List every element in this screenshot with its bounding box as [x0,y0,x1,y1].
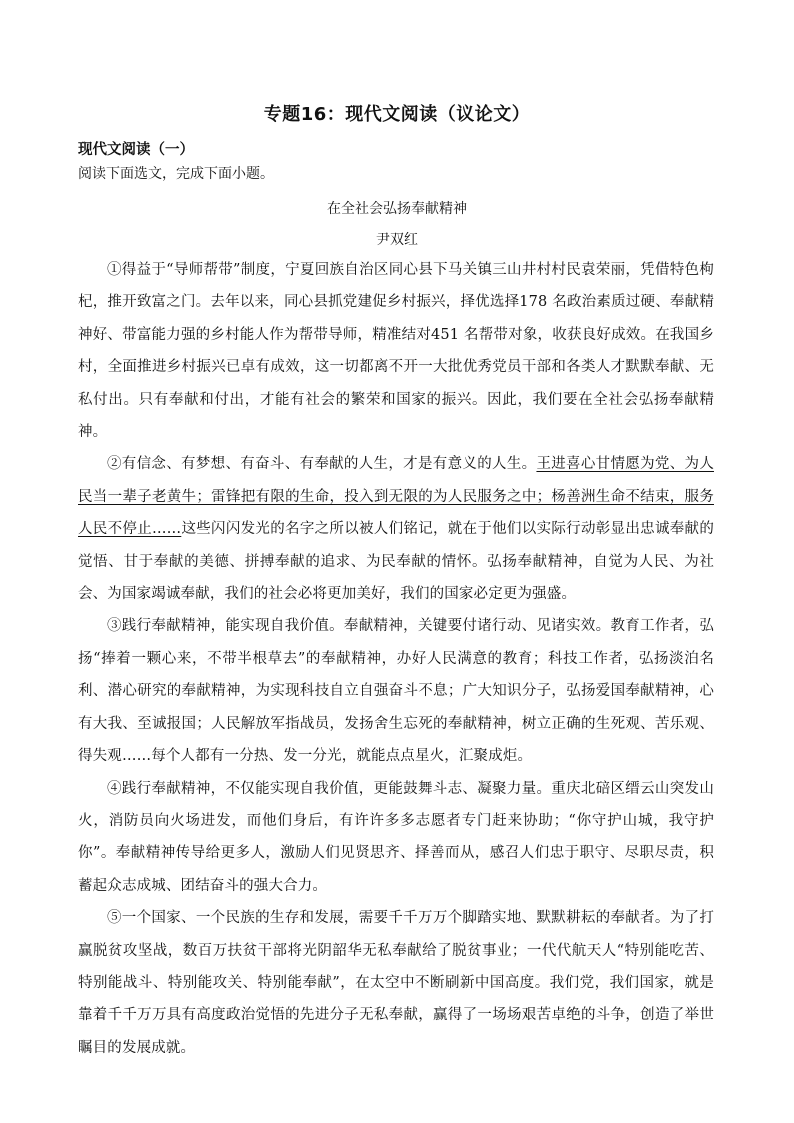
paragraph-2-tail: 这些闪闪发光的名字之所以被人们铭记，就在于他们以实际行动彰显出忠诚奉献的觉悟、甘于奉献的美德、拼搏奉献的追求、为民奉献的情怀。弘扬奉献精神，自觉为人民、为社会、为国家竭诚奉献，我们的社会必将更加美好，我们的国家必定更为强盛。 [78,521,714,603]
paragraph-2-lead: ②有信念、有梦想、有奋斗、有奉献的人生，才是有意义的人生。 [107,456,537,473]
article-title: 在全社会弘扬奉献精神 [327,201,467,217]
paragraph-1: ①得益于“导师帮带”制度，宁夏回族自治区同心县下马关镇三山井村村民袁荣丽，凭借特色枸杞，推开致富之门。去年以来，同心县抓党建促乡村振兴，择优选择178 名政治素质过硬、奉献精神好、带富能力强的乡村能人作为帮带导师，精准结对451 名帮带对象，收获良好成效。在我国乡村，全面推进乡村振兴已卓有成效，这一切都离不开一大批优秀党员干部和各类人才默默奉献、无私付出。只有奉献和付出，才能有社会的繁荣和国家的振兴。因此，我们要在全社会弘扬奉献精神。 [78,262,714,441]
paragraph-4: ④践行奉献精神，不仅能实现自我价值，更能鼓舞斗志、凝聚力量。重庆北碚区缙云山突发山火，消防员向火场进发，而他们身后，有许许多多志愿者专门赶来协助；“你守护山城，我守护你”。奉献精神传导给更多人，激励人们见贤思齐、择善而从，感召人们忠于职守、尽职尽责，积蓄起众志成城、团结奋斗的强大合力。 [78,780,714,894]
article-body [78,254,714,1064]
paragraph-3: ③践行奉献精神，能实现自我价值。奉献精神，关键要付诸行动、见诸实效。教育工作者，弘扬“捧着一颗心来，不带半根草去”的奉献精神，办好人民满意的教育；科技工作者，弘扬淡泊名利、潜心研究的奉献精神，为实现科技自立自强奋斗不息；广大知识分子，弘扬爱国奉献精神，心有大我、至诚报国；人民解放军指战员，发扬舍生忘死的奉献精神，树立正确的生死观、苦乐观、得失观……每个人都有一分热、发一分光，就能点点星火，汇聚成炬。 [78,618,714,765]
paragraph-5: ⑤一个国家、一个民族的生存和发展，需要千千万万个脚踏实地、默默耕耘的奉献者。为了打赢脱贫攻坚战，数百万扶贫干部将光阴韶华无私奉献给了脱贫事业；一代代航天人“特别能吃苦、特别能战斗、特别能攻关、特别能奉献”，在太空中不断刷新中国高度。我们党，我们国家，就是靠着千千万万具有高度政治觉悟的先进分子无私奉献，赢得了一场场艰苦卓绝的斗争，创造了举世瞩目的发展成就。 [78,910,714,1056]
paragraph-2 [78,448,714,610]
reading-instruction: 阅读下面选文，完成下面小题。 [78,166,274,182]
paragraph-2-underlined-examples: 王进喜心甘情愿为党、为人民当一辈子老黄牛；雷锋把有限的生命，投入到无限的为人民服务之中；杨善洲生命不结束，服务人民不停止…… [78,456,714,538]
article-author: 尹双红 [376,232,418,248]
document-title: 专题16：现代文阅读（议论文） [263,104,531,125]
section-heading: 现代文阅读（一） [78,142,194,158]
